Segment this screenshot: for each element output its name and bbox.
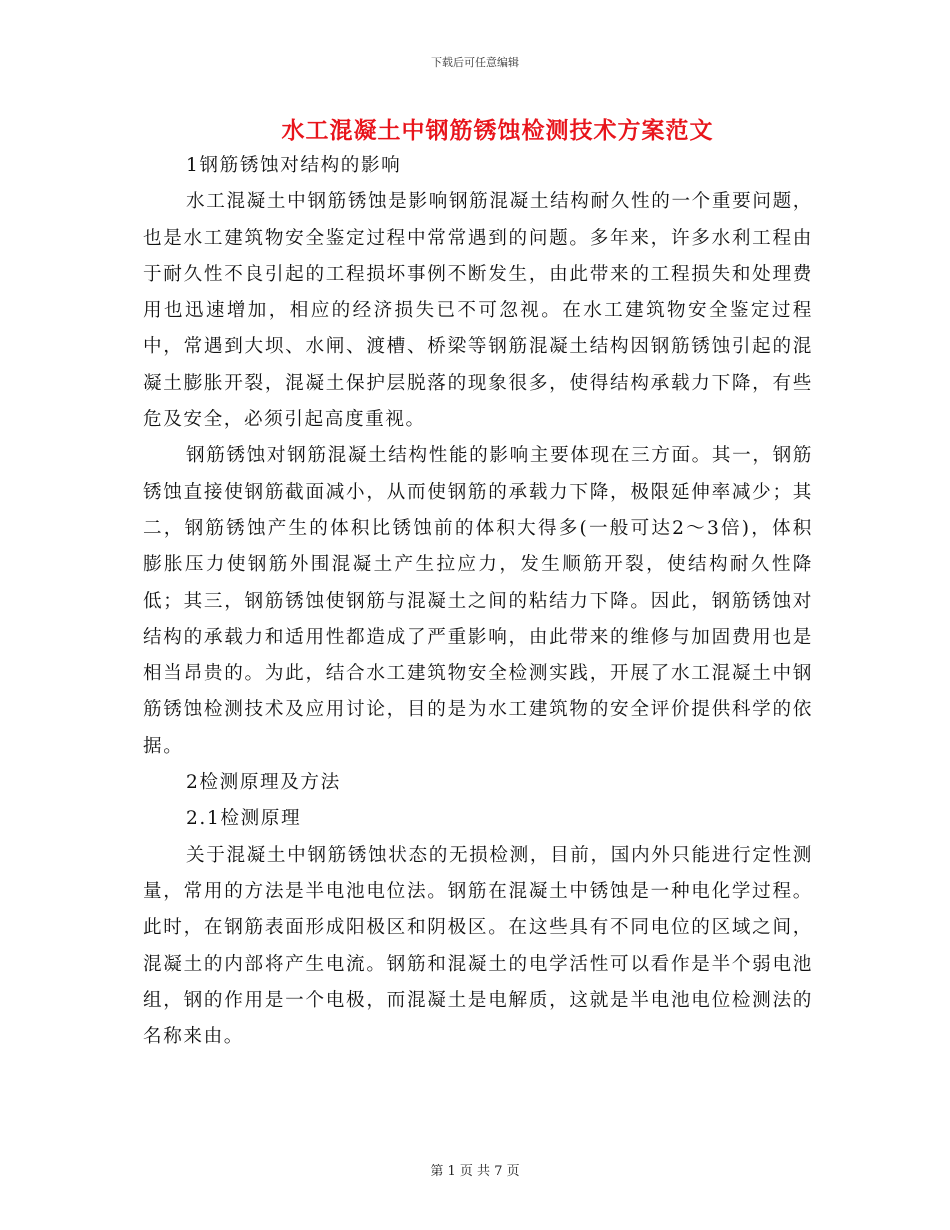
document-body: [143, 148, 813, 1055]
page-footer: 第 1 页 共 7 页: [430, 1164, 520, 1179]
section-heading-1: 1钢筋锈蚀对结构的影响: [186, 155, 402, 176]
paragraph-3: 关于混凝土中钢筋锈蚀状态的无损检测，目前，国内外只能进行定性测量，常用的方法是半电池电位法。钢筋在混凝土中锈蚀是一种电化学过程。此时，在钢筋表面形成阳极区和阴极区。在这些具有不同电位的区域之间，混凝土的内部将产生电流。钢筋和混凝土的电学活性可以看作是半个弱电池组，钢的作用是一个电极，而混凝土是电解质，这就是半电池电位检测法的名称来由。: [143, 844, 813, 1048]
page-header: 下载后可任意编辑: [431, 56, 519, 69]
subsection-heading-2-1: 2.1检测原理: [186, 808, 302, 830]
paragraph-1: 水工混凝土中钢筋锈蚀是影响钢筋混凝土结构耐久性的一个重要问题，也是水工建筑物安全鉴定过程中常常遇到的问题。多年来，许多水利工程由于耐久性不良引起的工程损坏事例不断发生，由此带来的工程损失和处理费用也迅速增加，相应的经济损失已不可忽视。在水工建筑物安全鉴定过程中，常遇到大坝、水闸、渡槽、桥梁等钢筋混凝土结构因钢筋锈蚀引起的混凝土膨胀开裂，混凝土保护层脱落的现象很多，使得结构承载力下降，有些危及安全，必须引起高度重视。: [143, 191, 813, 431]
paragraph-2: 钢筋锈蚀对钢筋混凝土结构性能的影响主要体现在三方面。其一，钢筋锈蚀直接使钢筋截面减小，从而使钢筋的承载力下降，极限延伸率减少；其二，钢筋锈蚀产生的体积比锈蚀前的体积大得多(一般可达2～3倍)，体积膨胀压力使钢筋外围混凝土产生拉应力，发生顺筋开裂，使结构耐久性降低；其三，钢筋锈蚀使钢筋与混凝土之间的粘结力下降。因此，钢筋锈蚀对结构的承载力和适用性都造成了严重影响，由此带来的维修与加固费用也是相当昂贵的。为此，结合水工建筑物安全检测实践，开展了水工混凝土中钢筋锈蚀检测技术及应用讨论，目的是为水工建筑物的安全评价提供科学的依据。: [143, 445, 813, 757]
section-heading-2: 2检测原理及方法: [186, 772, 341, 794]
document-title: 水工混凝土中钢筋锈蚀检测技术方案范文: [281, 117, 714, 144]
